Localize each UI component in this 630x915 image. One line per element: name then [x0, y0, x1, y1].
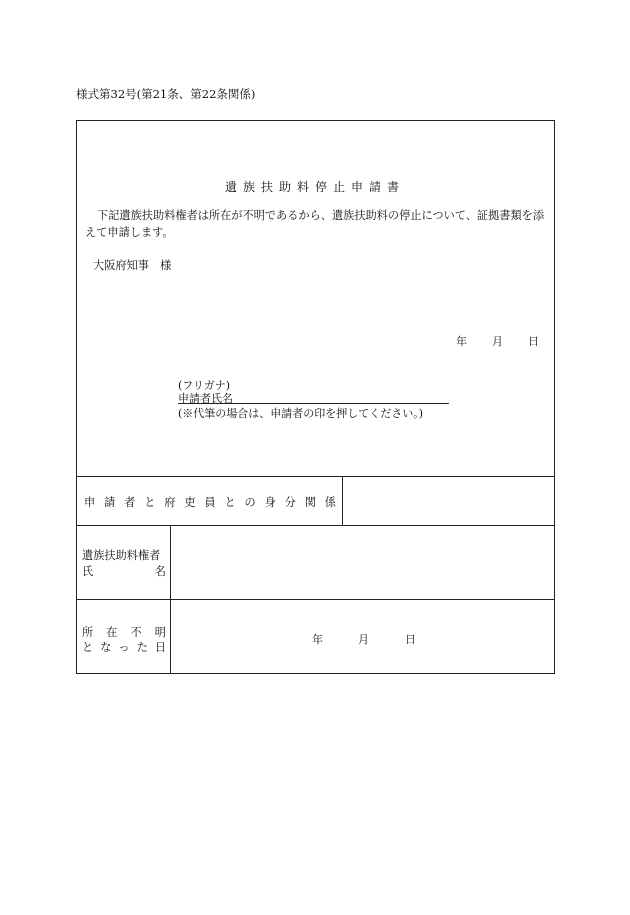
relationship-field[interactable]: [344, 478, 554, 524]
label-char: 分: [284, 496, 296, 509]
missing-label-line1: [82, 624, 166, 640]
divider-rights-holder-row: [76, 599, 555, 600]
rights-holder-label-line2: [82, 563, 166, 579]
label-char: な: [100, 641, 112, 654]
label-char: 請: [104, 496, 116, 509]
date-year-label: 年: [312, 633, 323, 646]
divider-label-column: [170, 525, 171, 674]
label-char: 日: [154, 641, 166, 654]
label-char: 吏: [184, 496, 196, 509]
furigana-label: (フリガナ): [178, 379, 231, 392]
rights-holder-label-line1: 遺族扶助料権者: [82, 549, 161, 562]
addressee: 大阪府知事 様: [93, 259, 172, 272]
label-char: 所: [82, 626, 94, 639]
date-month-label: 月: [358, 633, 369, 646]
rights-holder-name-field[interactable]: [172, 527, 554, 598]
date-day-label: 日: [405, 633, 416, 646]
form-number: 様式第32号(第21条、第22条関係): [76, 87, 256, 101]
label-char: 府: [164, 496, 176, 509]
label-char: 名: [154, 565, 166, 578]
divider-relationship-row: [76, 525, 555, 526]
label-char: と: [144, 496, 156, 509]
form-title: 遺族扶助料停止申請書: [224, 180, 405, 194]
label-char: の: [244, 496, 256, 509]
label-char: 者: [124, 496, 136, 509]
label-char: っ: [118, 641, 130, 654]
applicant-name-field[interactable]: [178, 403, 449, 404]
applicant-name-label: 申請者氏名: [178, 392, 233, 405]
label-char: と: [224, 496, 236, 509]
label-char: 申: [84, 496, 96, 509]
label-char: た: [136, 641, 148, 654]
label-char: と: [82, 641, 94, 654]
missing-label-line2: [82, 639, 166, 655]
label-char: 関: [304, 496, 316, 509]
label-char: 係: [324, 496, 336, 509]
date-year-label: 年: [456, 335, 467, 348]
date-month-label: 月: [492, 335, 503, 348]
relationship-label: [84, 494, 336, 510]
label-char: 明: [154, 626, 166, 639]
label-char: 氏: [82, 565, 94, 578]
label-char: 員: [204, 496, 216, 509]
request-statement: 下記遺族扶助料権者は所在が不明であるから、遺族扶助料の停止について、証拠書類を添えて申請します。: [85, 209, 545, 239]
label-char: 在: [106, 626, 118, 639]
date-day-label: 日: [528, 335, 539, 348]
divider-relationship-cell: [342, 476, 343, 525]
label-char: 不: [130, 626, 142, 639]
label-char: 身: [264, 496, 276, 509]
proxy-note: (※代筆の場合は、申請者の印を押してください。): [178, 407, 424, 420]
divider-top-section: [76, 476, 555, 477]
